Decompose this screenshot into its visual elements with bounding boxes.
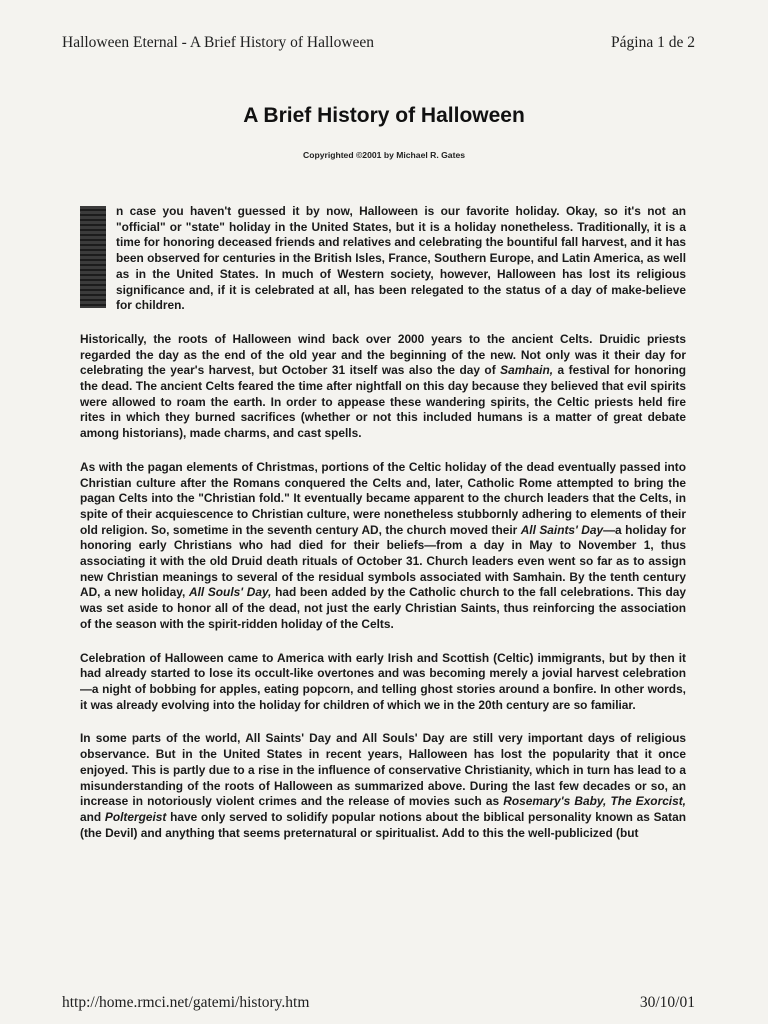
drop-cap-image xyxy=(80,206,106,308)
paragraph-3-emphasis-2: All Souls' Day, xyxy=(188,585,272,600)
paragraph-1 xyxy=(80,204,686,314)
paragraph-2-text-b: a festival for honoring the dead. The ancient Celts feared the time after nightfall on this day because they believed that evil spirits were allowed to roam the earth. In order to appease these wandering spirits, the Celtic priests held fire rites in which they burned sacrifices (whether or not this included humans is a matter of great debate among historians), made charms, and cast spells. xyxy=(80,363,687,441)
page-header xyxy=(0,30,768,54)
paragraph-5-emphasis-2: Poltergeist xyxy=(104,809,167,824)
paragraph-5-text-a: In some parts of the world, All Saints' Day and All Souls' Day are still very important days of religious observance. But in the United States in recent years, Halloween has lost the popularity that it once enjoyed. This is partly due to a rise in the influence of conservative Christianity, which in turn has lead to a misunderstanding of the roots of Halloween as summarized above. During the last few decades or so, an increase in notoriously violent crimes and the release of movies such as xyxy=(80,731,686,809)
article-body xyxy=(80,204,686,859)
paragraph-5-text-c: have only served to solidify popular notions about the biblical personality known as Satan (the Devil) and anything that seems preternatural or spiritualist. Add to this the well-publicized (but xyxy=(80,809,687,840)
copyright-line: Copyrighted ©2001 by Michael R. Gates xyxy=(302,150,466,160)
paragraph-2 xyxy=(80,332,686,442)
paragraph-3-text-b: —a holiday for honoring early Christians who had died for their beliefs—from a day in May to November 1, thus associating it with the old Druid death rituals of October 31. Church leaders even went so far as to assign new Christian meanings to several of the residual symbols associated with Samhain. By the tenth century AD, a new holiday, xyxy=(80,522,686,600)
paragraph-4: Celebration of Halloween came to America with early Irish and Scottish (Celtic) immigrants, but by then it had already started to lose its occult-like overtones and was becoming merely a jovial harvest celebration—a night of bobbing for apples, eating popcorn, and telling ghost stories around a bonfire. In other words, it was already evolving into the holiday for children of which we in the 20th century are so familiar. xyxy=(80,650,686,712)
header-page-number: Página 1 de 2 xyxy=(611,34,695,51)
header-source-title: Halloween Eternal - A Brief History of Halloween xyxy=(62,34,375,51)
article-title: A Brief History of Halloween xyxy=(243,104,525,127)
paragraph-5 xyxy=(80,731,686,841)
paragraph-2-emphasis: Samhain, xyxy=(500,363,554,378)
drop-cap-letter: I xyxy=(80,213,81,214)
paragraph-3-text-c: had been added by the Catholic church to the fall celebrations. This day was set aside to honor all of the dead, not just the early Christian Saints, thus reinforcing the association of the season with the spirit-ridden holiday of the Celts. xyxy=(80,585,686,631)
footer-url: http://home.rmci.net/gatemi/history.htm xyxy=(62,994,310,1011)
paragraph-3 xyxy=(80,460,686,633)
footer-date: 30/10/01 xyxy=(639,994,695,1011)
paragraph-5-text-b: and xyxy=(80,809,105,824)
paragraph-1-text: n case you haven't guessed it by now, Halloween is our favorite holiday. Okay, so it's not an "official" or "state" holiday in the United States, but it is a holiday nonetheless. Traditionally, it is a time for honoring deceased friends and relatives and celebrating the bountiful fall harvest, and it has been observed for centuries in the British Isles, France, Southern Europe, and Latin America, as well as in the United States. In much of Western society, however, Halloween has lost its religious significance and, if it is celebrated at all, has been relegated to the status of a day of make-believe for children. xyxy=(116,204,686,313)
paragraph-5-emphasis-1: Rosemary's Baby, The Exorcist, xyxy=(503,794,686,809)
page-footer xyxy=(0,994,768,1014)
paragraph-3-text-a: As with the pagan elements of Christmas, portions of the Celtic holiday of the dead eventually passed into Christian culture after the Romans conquered the Celts and, later, Catholic Rome attempted to bring the pagan Celts into the "Christian fold." It eventually became apparent to the church leaders that the Celts, in spite of their acquiescence to Christian culture, were nonetheless stubbornly adhering to elements of their old religion. So, sometime in the seventh century AD, the church moved their xyxy=(80,459,686,537)
paragraph-3-emphasis-1: All Saints' Day xyxy=(520,522,604,537)
paragraph-2-text-a: Historically, the roots of Halloween wind back over 2000 years to the ancient Celts. Druidic priests regarded the day as the end of the old year and the beginning of the new. Not only was it their day for celebrating the year's harvest, but October 31 itself was also the day of xyxy=(80,331,686,378)
